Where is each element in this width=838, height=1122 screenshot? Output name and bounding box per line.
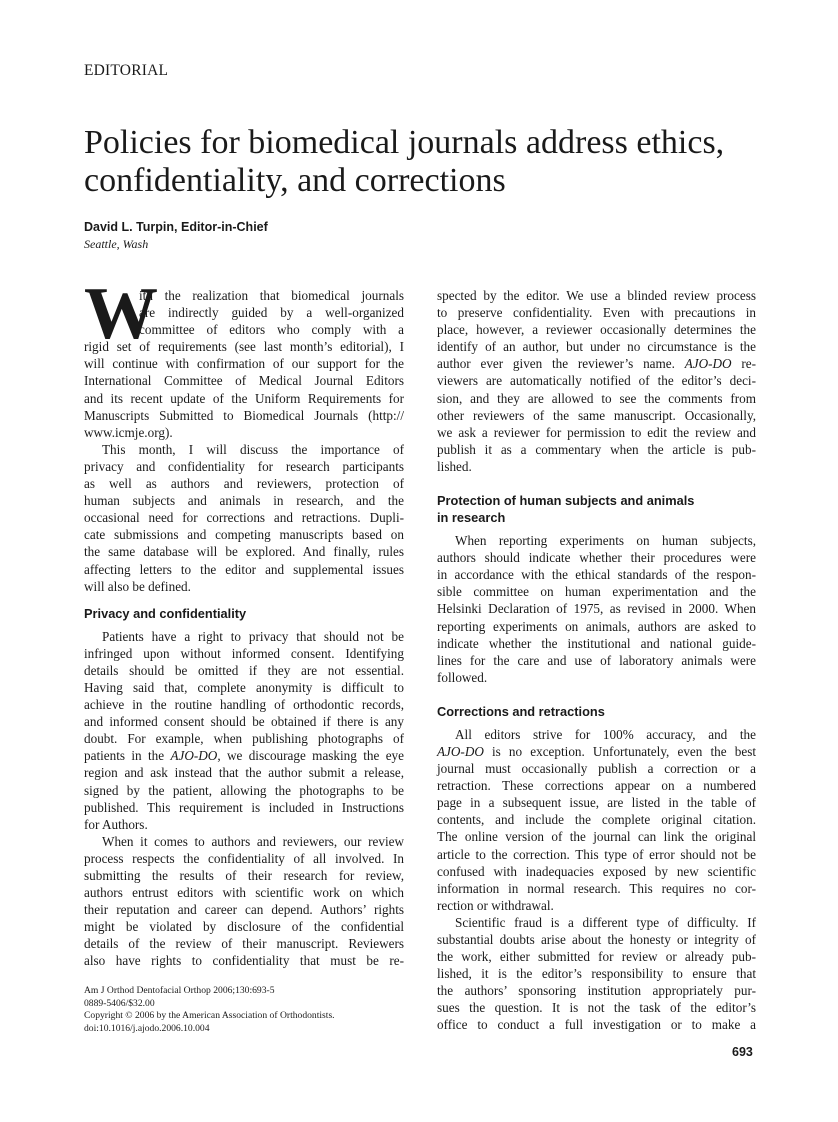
text-line: signed by the patient, allowing the photographs to be	[84, 782, 404, 798]
text-line: Scientific fraud is a different type of difficulty. If	[455, 914, 756, 930]
text-line: privacy and confidentiality for research participants	[84, 458, 404, 474]
privacy-paragraph	[84, 628, 404, 833]
text-line: article to the correction. This type of error should not be	[437, 846, 756, 862]
text-line: Patients have a right to privacy that should not be	[102, 628, 404, 644]
text-line: submitting the results of their research for review,	[84, 868, 404, 883]
text-line: their reputation and career can depend. Authors’ rights	[84, 902, 404, 918]
journal-name: AJO-DO	[684, 356, 732, 372]
text-line: process respects the confidentiality of all involved. In	[84, 850, 404, 866]
heading-privacy: Privacy and confidentiality	[84, 605, 247, 621]
text-fragment: , we discourage masking the eye	[217, 748, 404, 764]
text-line: doubt. For example, when publishing photographs of	[84, 731, 404, 747]
text-line: and its recent update of the Uniform Requirements for	[84, 390, 404, 406]
doi-link[interactable]: doi:10.1016/j.ajodo.2006.10.004	[84, 1022, 210, 1034]
text-line: When it comes to authors and reviewers, our review	[102, 833, 404, 849]
text-line: reporting experiments on animals, authors are asked to	[437, 618, 756, 634]
text-line: journal must occasionally publish a correction or a	[437, 761, 756, 777]
text-line: place, however, a reviewer occasionally determines the	[437, 322, 756, 338]
text-line: will also be defined.	[84, 578, 191, 594]
drop-cap: W	[84, 273, 158, 355]
text-line: other reviewers of the same manuscript. Occasionally,	[437, 407, 756, 423]
intro-paragraph	[84, 287, 404, 441]
text-line: indicate whether the institutional and national guide-	[437, 635, 756, 651]
text-line: committee of editors who comply with a	[139, 322, 404, 338]
text-line: authors entrust editors with scientific work on which	[84, 885, 404, 901]
text-line: Manuscripts Submitted to Biomedical Journals (http://	[84, 407, 404, 423]
text-line: lines for the care and use of laboratory animals were	[437, 652, 756, 668]
text-line: International Committee of Medical Journal Editors	[84, 373, 404, 389]
text-line: This month, I will discuss the importance of	[102, 441, 404, 457]
text-line: rection or withdrawal.	[437, 897, 554, 913]
protection-paragraph	[437, 532, 756, 686]
text-line: the authors’ sponsoring institution appropriately pur-	[437, 983, 756, 999]
journal-name: AJO-DO	[170, 748, 218, 764]
text-line: viewers are automatically notified of the editor’s deci-	[437, 373, 756, 389]
text-line: followed.	[437, 669, 488, 685]
text-line: ith the realization that biomedical journals	[139, 288, 404, 303]
text-line: are indirectly guided by a well-organized	[139, 305, 404, 321]
text-line: Helsinki Declaration of 1975, as revised in 2000. When	[437, 601, 756, 617]
text-line: might be violated by disclosure of the confidential	[84, 919, 404, 935]
text-line: Having said that, complete anonymity is difficult to	[84, 679, 404, 695]
right-column	[437, 287, 756, 1034]
text-line: the work, either submitted for review or already pub-	[437, 949, 756, 965]
text-line: sible committee on human experimentation and the	[437, 584, 756, 600]
text-line: we ask a reviewer for permission to edit the review and	[437, 424, 756, 440]
text-line: The online version of the journal can link the original	[437, 829, 756, 845]
text-fragment: author ever given the reviewer’s name.	[437, 356, 685, 372]
text-line: substantial doubts arise about the honesty or integrity of	[437, 932, 756, 947]
title-line-1: Policies for biomedical journals address ethics,	[84, 124, 725, 161]
text-line: When reporting experiments on human subjects,	[455, 533, 756, 549]
journal-citation: Am J Orthod Dentofacial Orthop 2006;130:693-5	[84, 985, 275, 996]
text-line: rigid set of requirements (see last month’s editorial), I	[84, 339, 404, 355]
text-line: information in normal research. This requires no cor-	[437, 880, 756, 896]
text-line: identify of an author, but under no circumstance is the	[437, 339, 756, 355]
text-line: lished.	[437, 458, 472, 474]
text-line: affecting letters to the editor and supplemental issues	[84, 561, 404, 577]
text-line	[437, 743, 756, 760]
heading-protection	[437, 492, 756, 526]
heading-corrections: Corrections and retractions	[437, 703, 605, 719]
article-title	[84, 124, 784, 200]
page-number: 693	[732, 1045, 753, 1059]
text-fragment: is no exception. Unfortunately, even the best	[483, 743, 756, 759]
copyright-notice: Copyright © 2006 by the American Association of Orthodontists.	[84, 1010, 335, 1022]
corrections-paragraph	[437, 726, 756, 914]
text-line: lished, it is the editor’s responsibility to ensure that	[437, 966, 756, 982]
text-line: www.icmje.org).	[84, 424, 173, 440]
text-line: contents, and include the complete original citation.	[437, 812, 756, 828]
text-line: office to conduct a full investigation or to make a	[437, 1017, 756, 1033]
text-line: details should be omitted if they are not essential.	[84, 662, 404, 678]
title-line-2: confidentiality, and corrections	[84, 162, 506, 199]
fraud-paragraph	[437, 914, 756, 1034]
text-line: cate submissions and competing manuscripts based on	[84, 527, 404, 543]
text-line: authors should indicate whether their procedures were	[437, 550, 756, 566]
text-line: retraction. These corrections appear on a numbered	[437, 778, 756, 794]
text-line: All editors strive for 100% accuracy, and the	[455, 726, 756, 742]
text-line: publish it as a commentary when the article is pub-	[437, 441, 756, 457]
citation-footer	[84, 985, 414, 1035]
text-line: the same database will be explored. And finally, rules	[84, 544, 404, 560]
text-line: infringed upon without informed consent. Identifying	[84, 645, 404, 661]
text-line: region and ask instead that the author submit a release,	[84, 765, 404, 781]
text-line: confused with inadequacies exposed by new scientific	[437, 863, 756, 879]
text-line: will continue with confirmation of our support for the	[84, 356, 404, 372]
text-line: details of the review of their manuscript. Reviewers	[84, 936, 404, 952]
text-line: and informed consent should be obtained if there is any	[84, 714, 404, 730]
journal-name: AJO-DO	[437, 743, 484, 759]
text-line	[84, 747, 404, 764]
reviewers-paragraph	[84, 833, 404, 970]
text-fragment: re-	[731, 356, 756, 372]
text-line	[437, 355, 756, 372]
section-label: EDITORIAL	[84, 62, 169, 79]
continuation-paragraph	[437, 287, 756, 475]
text-line: sion, and they are allowed to see the comments from	[437, 390, 756, 406]
text-line: in accordance with the ethical standards of the respon-	[437, 567, 756, 583]
text-line: occasional need for corrections and retractions. Dupli-	[84, 510, 404, 526]
text-line: also have rights to confidentiality that must be re-	[84, 953, 404, 969]
author-affiliation: Seattle, Wash	[84, 237, 149, 251]
text-line: sues the question. It is not the task of the editor’s	[437, 1000, 756, 1016]
text-line: to preserve confidentiality. Even with precautions in	[437, 305, 756, 321]
overview-paragraph	[84, 441, 404, 595]
heading-line: in research	[437, 510, 506, 526]
text-line: page in a subsequent issue, are listed in the table of	[437, 795, 756, 811]
text-line: as well as authors and reviewers, protection of	[84, 476, 404, 492]
text-line: published. This requirement is included in Instructions	[84, 799, 404, 815]
text-line: spected by the editor. We use a blinded review process	[437, 288, 756, 303]
text-line: for Authors.	[84, 816, 148, 832]
text-line: human subjects and animals in research, and the	[84, 493, 404, 509]
text-fragment: patients in the	[84, 748, 171, 764]
left-column	[84, 287, 404, 970]
author-name: David L. Turpin, Editor-in-Chief	[84, 220, 268, 234]
issn-price: 0889-5406/$32.00	[84, 997, 155, 1009]
heading-line: Protection of human subjects and animals	[437, 493, 695, 509]
text-line: achieve in the routine handling of orthodontic records,	[84, 697, 404, 713]
